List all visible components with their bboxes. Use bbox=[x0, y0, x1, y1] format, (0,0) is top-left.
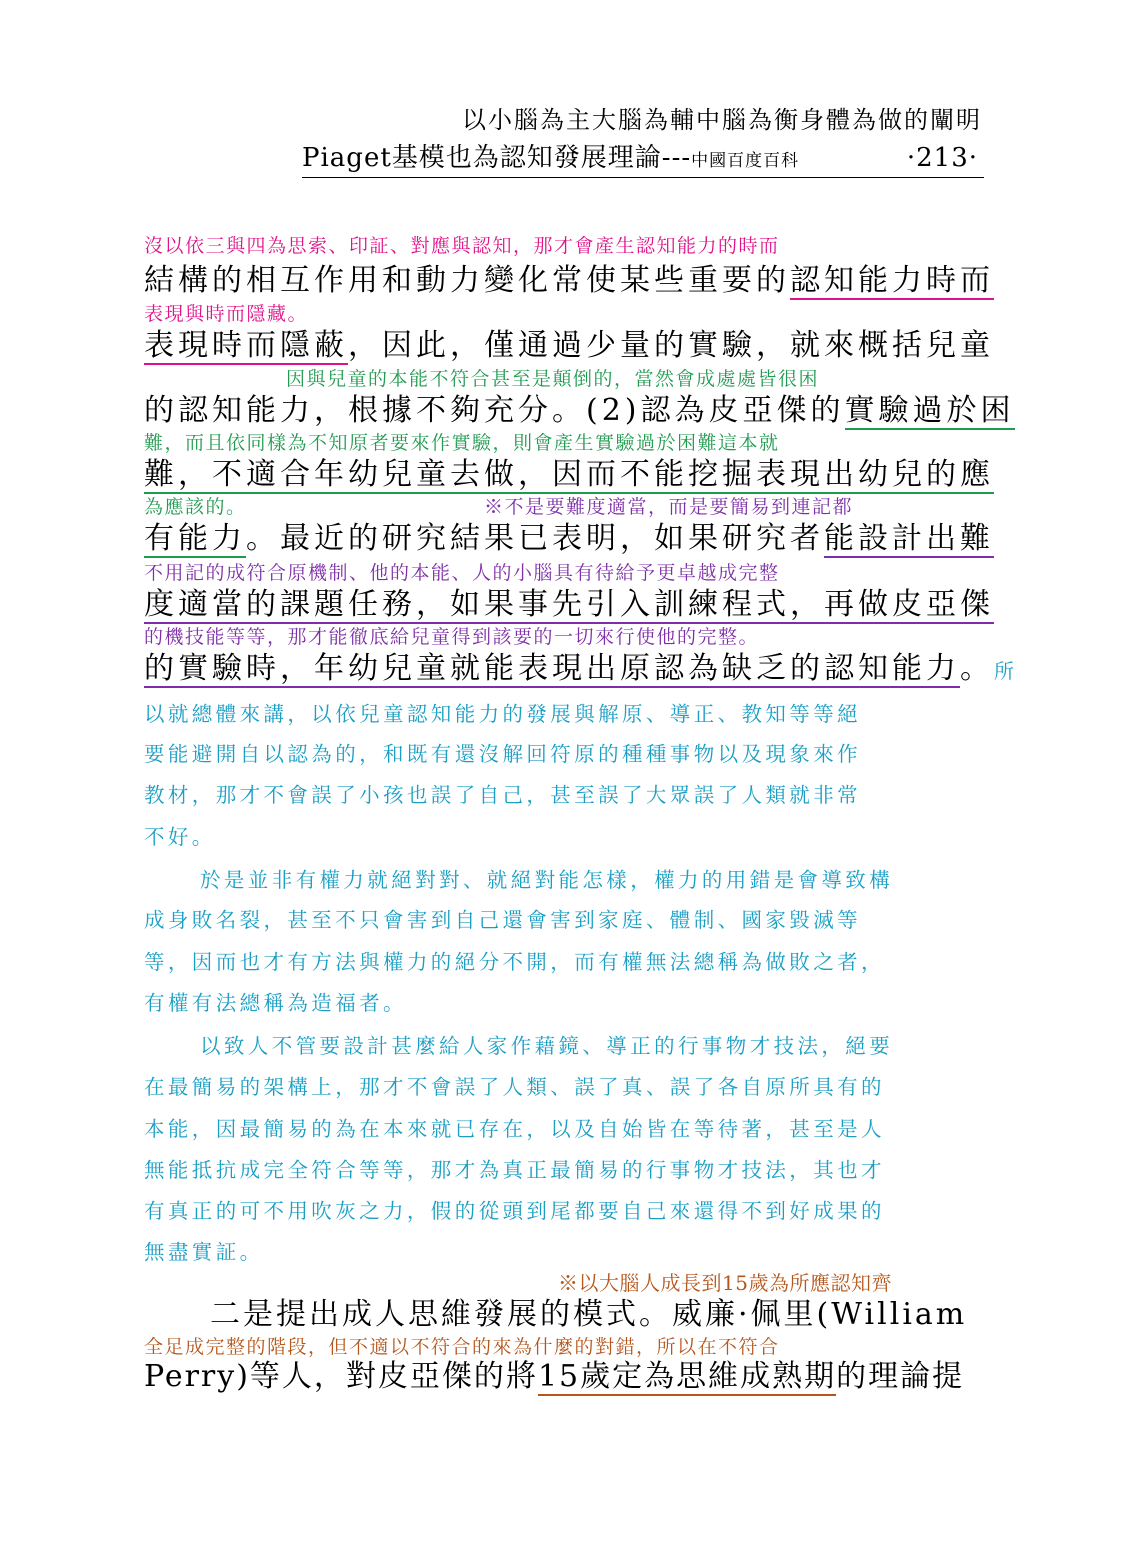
paragraph-line: 成身敗名裂，甚至不只會害到自己還會害到家庭、體制、國家毀滅等 bbox=[144, 908, 861, 932]
annotation-note: 表現與時而隱藏。 bbox=[144, 303, 309, 325]
page-number: ·213· bbox=[906, 143, 978, 173]
paragraph-line: 無盡實証。 bbox=[144, 1240, 264, 1264]
underlined-phrase: 實驗過於困 bbox=[844, 393, 1015, 428]
paragraph-line: 於是並非有權力就絕對對、就絕對能怎樣，權力的用錯是會導致構 bbox=[200, 868, 894, 892]
body-text: ，因此，僅通過少量的實驗，就來概括兒童 bbox=[348, 328, 994, 363]
annotation-note: 因與兒童的本能不符合甚至是顛倒的，當然會成處處皆很困 bbox=[286, 368, 820, 390]
body-line bbox=[144, 328, 994, 363]
paragraph-line: 要能避開自以認為的，和既有還沒解回符原的種種事物以及現象來作 bbox=[144, 742, 861, 766]
running-header-subtitle bbox=[302, 145, 984, 178]
body-text: 的理論提 bbox=[836, 1359, 965, 1394]
body-line bbox=[144, 521, 994, 556]
annotation-note: 難，而且依同樣為不知原者要來作實驗，則會產生實驗過於困難這本就 bbox=[144, 432, 780, 454]
body-line bbox=[144, 457, 994, 492]
paragraph-line: 有真正的可不用吹灰之力，假的從頭到尾都要自己來還得不到好成果的 bbox=[144, 1199, 885, 1223]
underlined-phrase: 的實驗時，年幼兒童就能表現出原認為缺乏的認知能力 bbox=[144, 651, 960, 686]
annotation-note: ※以大腦人成長到15歲為所應認知齊 bbox=[558, 1271, 892, 1295]
body-text: 。 bbox=[960, 651, 994, 686]
underlined-phrase: 認知能力時而 bbox=[790, 263, 994, 298]
body-text: 的認知能力，根據不夠充分。(2)認為皮亞傑的 bbox=[144, 393, 845, 428]
annotation-note: 全足成完整的階段，但不適以不符合的來為什麼的對錯，所以在不符合 bbox=[144, 1336, 780, 1358]
body-text: 結構的相互作用和動力變化常使某些重要的 bbox=[144, 263, 790, 298]
body-line bbox=[144, 1359, 965, 1394]
body-text: Perry)等人，對皮亞傑的將 bbox=[144, 1359, 538, 1394]
underlined-phrase: 表現時而隱蔽 bbox=[144, 328, 348, 363]
body-line bbox=[144, 393, 1015, 428]
body-line bbox=[144, 651, 1016, 686]
paragraph-line: 教材，那才不會誤了小孩也誤了自己，甚至誤了大眾誤了人類就非常 bbox=[144, 783, 861, 807]
header-source-label: 中國百度百科 bbox=[691, 151, 800, 171]
body-line bbox=[144, 263, 994, 298]
paragraph-line: 本能，因最簡易的為在本來就已存在，以及自始皆在等待著，甚至是人 bbox=[144, 1117, 885, 1141]
body-text: 所 bbox=[994, 659, 1016, 683]
underlined-phrase: 15歲定為思維成熟期 bbox=[537, 1359, 837, 1394]
body-line bbox=[144, 587, 994, 622]
annotation-note: 的機技能等等，那才能徹底給兒童得到該要的一切來行使他的完整。 bbox=[144, 626, 760, 648]
underlined-phrase: 能設計出難 bbox=[824, 521, 994, 556]
paragraph-line: 無能抵抗成完全符合等等，那才為真正最簡易的行事物才技法，其也才 bbox=[144, 1158, 885, 1182]
annotation-note: 沒以依三與四為思索、印証、對應與認知，那才會產生認知能力的時而 bbox=[144, 235, 780, 257]
annotation-note: 為應該的。 bbox=[144, 496, 247, 518]
underlined-phrase: 難，不適合年幼兒童去做，因而不能挖掘表現出幼兒的應 bbox=[144, 457, 994, 492]
paragraph-line: 有權有法總稱為造福者。 bbox=[144, 991, 407, 1015]
paragraph-line: 在最簡易的架構上，那才不會誤了人類、誤了真、誤了各自原所具有的 bbox=[144, 1075, 885, 1099]
paragraph-line: 以致人不管要設計甚麼給人家作藉鏡、導正的行事物才技法，絕要 bbox=[200, 1034, 894, 1058]
underlined-phrase: 度適當的課題任務，如果事先引入訓練程式，再做皮亞傑 bbox=[144, 587, 994, 622]
body-line: 二是提出成人思維發展的模式。威廉·佩里(William bbox=[210, 1297, 968, 1332]
paragraph-line: 不好。 bbox=[144, 825, 216, 849]
running-header-title: 以小腦為主大腦為輔中腦為衡身體為做的闡明 bbox=[462, 106, 982, 134]
underlined-phrase: 有能力 bbox=[144, 521, 246, 556]
paragraph-line: 等，因而也才有方法與權力的絕分不開，而有權無法總稱為做敗之者， bbox=[144, 950, 885, 974]
annotation-note: ※不是要難度適當，而是要簡易到連記都 bbox=[484, 496, 854, 518]
paragraph-line: 以就總體來講，以依兒童認知能力的發展與解原、導正、教知等等絕 bbox=[144, 702, 861, 726]
annotation-note: 不用記的成符合原機制、他的本能、人的小腦具有待給予更卓越成完整 bbox=[144, 562, 780, 584]
body-text: 。最近的研究結果已表明，如果研究者 bbox=[246, 521, 824, 556]
header-subtitle-main: Piaget基模也為認知發展理論--- bbox=[302, 143, 692, 173]
